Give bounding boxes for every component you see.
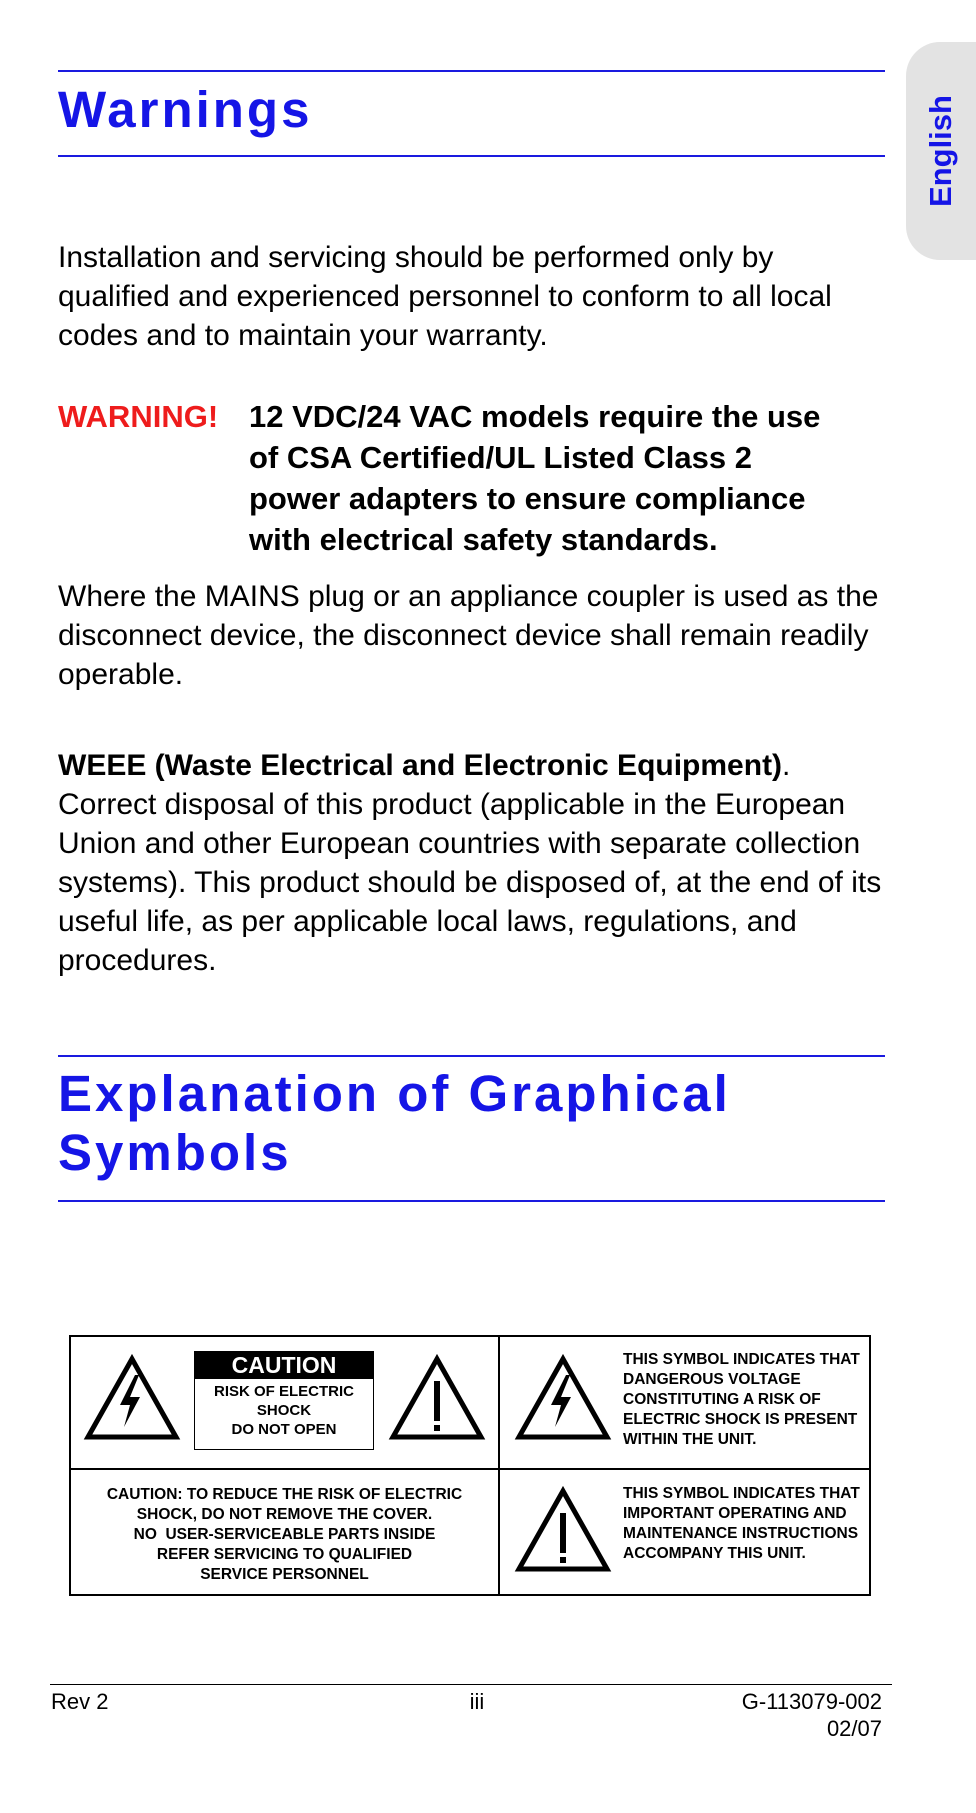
footer-doc-number: G-113079-002 (741, 1689, 882, 1714)
important-instructions-text (623, 1484, 860, 1564)
warnings-bottom-rule (58, 155, 885, 157)
caution-instructions-text (71, 1485, 498, 1585)
instructions-text-line: MAINTENANCE INSTRUCTIONS (623, 1525, 859, 1542)
warnings-heading: Warnings (58, 81, 313, 138)
warnings-top-rule (58, 70, 885, 72)
caution-label-head: CAUTION (195, 1352, 373, 1379)
symbols-heading-line: Explanation of Graphical (58, 1065, 731, 1122)
symbols-top-rule (58, 1055, 885, 1057)
caution-text-line: CAUTION: TO REDUCE THE RISK OF ELECTRIC (106, 1486, 463, 1503)
voltage-text-line: WITHIN THE UNIT. (623, 1431, 757, 1448)
footer-date: 02/07 (826, 1716, 882, 1741)
table-divider-vertical (498, 1337, 500, 1594)
dangerous-voltage-icon (515, 1355, 611, 1441)
weee-paragraph (58, 746, 888, 980)
caution-text-line: NO USER-SERVICEABLE PARTS INSIDE (133, 1526, 436, 1543)
mains-paragraph: Where the MAINS plug or an appliance coupler is used as the disconnect device, the disconnect device shall remain readily operable. (58, 580, 879, 691)
symbols-bottom-rule (58, 1200, 885, 1202)
caution-label-line: DO NOT OPEN (231, 1421, 337, 1438)
caution-label-line: RISK OF ELECTRIC (213, 1383, 354, 1400)
caution-text-line: SERVICE PERSONNEL (200, 1566, 369, 1583)
weee-body: Correct disposal of this product (applicable in the European Union and other European countries with separate collection systems). This product should be disposed of, at the end of its useful life, as per applicable local laws, regulations, and procedures. (58, 788, 882, 977)
electric-shock-warning-icon (84, 1355, 180, 1441)
warning-line: 12 VDC/24 VAC models require the use (249, 399, 821, 434)
instructions-text-line: IMPORTANT OPERATING AND (623, 1505, 847, 1522)
table-divider-horizontal (71, 1468, 869, 1470)
weee-period: . (782, 749, 791, 782)
warning-line: of CSA Certified/UL Listed Class 2 (249, 440, 752, 475)
weee-title: WEEE (Waste Electrical and Electronic Equipment) (58, 749, 783, 782)
footer-revision: Rev 2 (51, 1689, 109, 1714)
voltage-text-line: ELECTRIC SHOCK IS PRESENT (623, 1411, 858, 1428)
caution-label-line: SHOCK (256, 1402, 312, 1419)
warning-line: power adapters to ensure compliance (249, 481, 806, 516)
caution-text-line: SHOCK, DO NOT REMOVE THE COVER. (136, 1506, 433, 1523)
caution-label-body (195, 1382, 373, 1439)
exclamation-warning-icon (389, 1355, 485, 1441)
caution-label-box (194, 1351, 374, 1450)
language-tab-label: English (923, 95, 958, 207)
footer-page-number: iii (469, 1689, 485, 1714)
voltage-text-line: DANGEROUS VOLTAGE (623, 1371, 801, 1388)
warning-label: WARNING! (58, 399, 219, 434)
dangerous-voltage-text (623, 1350, 860, 1450)
voltage-text-line: THIS SYMBOL INDICATES THAT (623, 1351, 860, 1368)
footer-doc-info (742, 1688, 882, 1742)
warning-line: with electrical safety standards. (249, 522, 718, 557)
symbols-table (69, 1335, 871, 1596)
language-tab (906, 42, 976, 260)
warning-text (249, 396, 889, 560)
installation-paragraph: Installation and servicing should be performed only by qualified and experienced personnel to conform to all local codes and to maintain your warranty. (58, 241, 832, 352)
symbols-heading-line: Symbols (58, 1124, 292, 1181)
symbols-heading (58, 1064, 731, 1182)
instructions-text-line: ACCOMPANY THIS UNIT. (623, 1545, 806, 1562)
instructions-text-line: THIS SYMBOL INDICATES THAT (623, 1485, 860, 1502)
voltage-text-line: CONSTITUTING A RISK OF (623, 1391, 821, 1408)
footer-rule (50, 1684, 892, 1685)
important-instructions-icon (515, 1487, 611, 1573)
caution-text-line: REFER SERVICING TO QUALIFIED (156, 1546, 413, 1563)
